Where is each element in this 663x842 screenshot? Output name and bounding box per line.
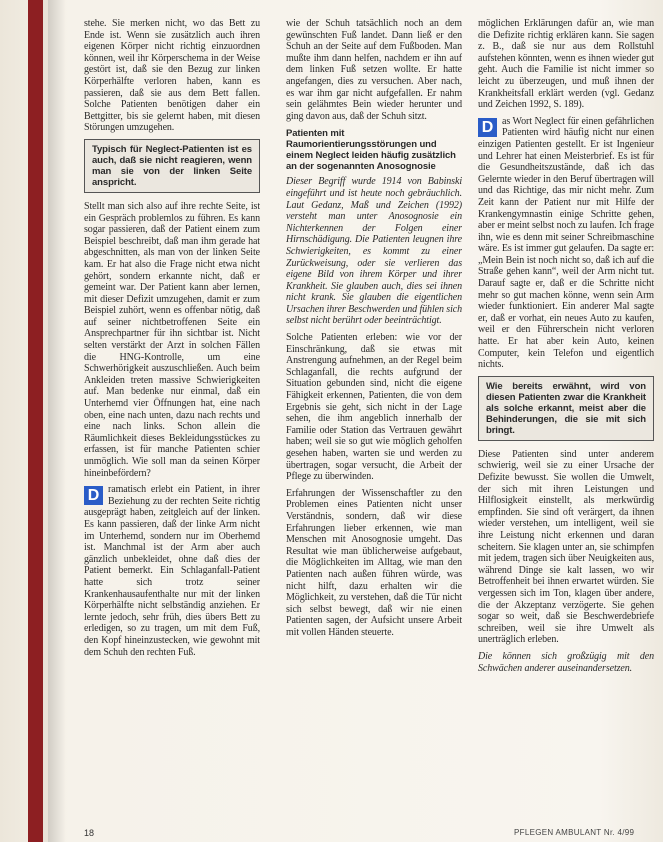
paragraph-with-dropcap bbox=[84, 484, 260, 658]
paragraph: Solche Patienten erleben: wie vor der Einschränkung, daß sie etwas mit Anstrengung aufnehmen, an der Regel beim Schlaganfall, die rechts aufgrund der Situation gebunden sind, nicht die eigene Fähigkeit erkennen, Patienten, die von dem Ergebnis sie geht, sich nicht in der Lage sehen, die ihm angeblich innerhalb der Familie oder Station das Vertrauen gewährt haben; weil sie so gut wie möglich geholfen gesehen haben, warten sie und werden zu übertragen, sogar versucht, die Arbeit der Pflege zu überwinden. bbox=[286, 332, 462, 483]
column-1 bbox=[84, 18, 260, 808]
paragraph-with-dropcap bbox=[478, 116, 654, 371]
paragraph-text: as Wort Neglect für einen gefährlichen Patienten wird häufig nicht nur einen einzigen Patienten gestellt. Er ist Ingenieur und Lehrer hat einen Meisterbrief. Es ist für die Gesundheitszustände, daß ich das Gelernte wieder in den Beruf übertragen will und das Richtige, das mir nicht mehr. Zum Zeit kann der Patient nur mit Hilfe der Krankengymnastin einige Schritte gehen, aber er meint selbst noch zu laufen. Ich frage ihn, wie es denn mit seiner Schreibmaschine wäre. Es ist immer gut gelaufen. Da sagte er: „Mein Bein ist noch nicht so, daß ich auf die Straße gehen kann“, weil der Arm nicht tut. Darauf sagte er, daß er die Schritte nicht mehr so gut machen könne, wenn sein Arm wieder funktioniert. Ein anderer Mal sagte er, daß er vorhat, ein neues Auto zu kaufen, weil er den Führerschein nicht verloren hatte. Er hat aber kein Auto, keinen Computer, kein Telefon und eigentlich nichts. bbox=[478, 115, 654, 371]
pull-quote-box: Typisch für Neglect-Patienten ist es auch, daß sie nicht reagieren, wenn man sie von der linken Seite anspricht. bbox=[84, 139, 260, 193]
page-number: 18 bbox=[84, 828, 95, 838]
paragraph: Erfahrungen der Wissenschaftler zu den Problemen eines Patienten nicht unser Verständnis, sondern, daß wir diese Erfahrungen lieber erkennen, wie man Menschen mit Anosognosie umgeht. Das Resultat wie man üblicherweise aufgebaut, die Möglichkeiten im Alltag, wie man den Patienten nach außen führen würde, was nicht hilft, dazu erhalten wir die Möglichkeit, zu verstehen, daß die Tür nicht sich selbst bewegt, daß wir nie einen Patienten sagen, der Aufsicht unsere Arbeit mit vollen Händen steuerte. bbox=[286, 487, 462, 638]
column-3 bbox=[478, 18, 654, 808]
paragraph-text: ramatisch erlebt ein Patient, in ihrer Beziehung zu der rechten Seite richtig ausgeprägt haben, zeitgleich auf der linken. Es kann passieren, daß der linke Arm nicht im Unterhemd, sondern nur im Oberhemd ist. Manchmal ist der Arm aber auch gänzlich unbekleidet, ohne daß dies der Patient bemerkt. Ein Schlaganfall-Patient hatte sich trotz seiner Krankenhausaufenthalte nur mit der linken Körperhälfte nicht selbständig anziehen. Er lernte jedoch, sehr früh, dies übers Bett zu erledigen, so zu tragen, um mit dem Fuß, den Kopf hineinzustecken, wie gewohnt mit dem Schuh den rechten Fuß. bbox=[84, 484, 260, 658]
binding-edge bbox=[28, 0, 43, 842]
pull-quote-box: Wie bereits erwähnt, wird von diesen Patienten zwar die Krankheit als solche erkannt, meist aber die Behinderungen, die sie mit sich bringt. bbox=[478, 376, 654, 441]
paragraph: Diese Patienten sind unter anderem schwierig, weil sie zu einer Ursache der Defizite bewusst. Sie wollen die Umwelt, der sich mit ihren Leistungen und Hilflosigkeit einstellt, als merkwürdig empfinden. Sie sind oft verärgert, da ihnen wieder verstehen, um intelligent, weil sie ihre Leistung nicht erkennen und daran scheitern. Sie klagen unter an, sie schimpfen mit jedem, tragen sich über Neuigkeiten aus, während Dinge sie kalt lassen, wo wir Betroffenheit bei ihnen erwartet würden. Sie vergessen sich im Ton, klagen über andere, die der Akzeptanz verzögerte. Sie gehen sogar so weit, daß sie Beschwerdebriefe schreiben, weil sie ihre Umwelt als unerträglich erleben. bbox=[478, 448, 654, 646]
publication-footer: PFLEGEN AMBULANT Nr. 4/99 bbox=[514, 828, 635, 837]
paragraph: wie der Schuh tatsächlich noch an dem gewünschten Fuß landet. Dann ließ er den Schuh an der Seite auf dem Fußboden. Man mußte ihm dann helfen, nachdem er ihn auf dem linken Fuß setzen wollte. Er hatte angefangen, dies zu versuchen. Aber nach, es war ihm gar nicht aufgefallen. Er nahm sein gelähmtes Bein wieder herunter und ging davon aus, daß der Schuh sitzt. bbox=[286, 18, 462, 122]
dropcap: D bbox=[84, 486, 103, 505]
dropcap: D bbox=[478, 118, 497, 137]
section-subheading: Patienten mit Raumorientierungsstörungen und einem Neglect leiden häufig zusätzlich an der sogenannten Anosognosie bbox=[286, 128, 456, 173]
gutter-shadow bbox=[48, 0, 66, 842]
paragraph: Die können sich großzügig mit den Schwächen anderer auseinandersetzen. bbox=[478, 650, 654, 674]
paragraph: Dieser Begriff wurde 1914 von Babinski eingeführt und ist heute noch gebräuchlich. Laut Gedanz, Maß und Zeichen (1992) versteht man unter Anosognosie ein Nichterkennen der Folgen einer Hirnschädigung. Die Patienten leugnen ihre Schwierigkeiten, es kommt zu einer Zurückweisung, oder sie verlieren das eigene Bild von ihrem Körper und ihrer Krankheit. Sie glauben auch, dies sei ihnen nicht krank. Sie glauben die eigentlichen Ursachen ihrer Beschwerden und fühlen sich selbst nicht berührt oder beeinträchtigt. bbox=[286, 176, 462, 327]
column-2 bbox=[286, 18, 462, 808]
paragraph: stehe. Sie merken nicht, wo das Bett zu Ende ist. Wenn sie zusätzlich auch ihren eigenen Körper nicht richtig einzuordnen können, weil ihr Körperschema in der Weise gestört ist, daß sie den Bezug zur linken Körperhälfte verloren haben, kann es passieren, daß sie aus dem Bett fallen. Solche Patienten benötigen daher ein Bettgitter, bis sie gelernt haben, mit diesen Störungen umzugehen. bbox=[84, 18, 260, 134]
paragraph: möglichen Erklärungen dafür an, wie man die Defizite richtig erklären kann. Sie sagen z. B., daß sie nur aus dem Rollstuhl aufstehen könnten, wenn es ihnen wieder gut geht. Auch die Familie ist nicht immer so leicht zu überzeugen, und muß ihnen der Krankheitsfall erklärt werden (vgl. Gedanz und Zeichen 1992, S. 189). bbox=[478, 18, 654, 111]
paragraph: Stellt man sich also auf ihre rechte Seite, ist ein Gespräch problemlos zu führen. Es kann sogar passieren, daß der Patient einem zum Beispiel beschreibt, daß man ihm gerade hat abgeschnitten, als man von der linken Seite kam. Er hat also die Frage nicht etwa nicht gehört, sondern erkannte nicht, daß er gemeint war. Der Patient kann aber lernen, mit dieser Defizit umzugehen, damit er zum Beispiel zuhört, wenn es offenbar nötig, daß auf seiner nichtbetroffenen Seite ein Ansprechpartner für ihn sichtbar ist. Nicht selten verstärkt der Arzt in solchen Fällen die HNG-Kontrolle, um eine Schwerhörigkeit auszuschließen. Auch beim Ankleiden treten massive Schwierigkeiten auf. Man bedenke nur einmal, daß ein Unterhemd vier Öffnungen hat, eine nach oben, eine nach unten, dazu nach rechts und eine nach links. Schon allein die Räumlichkeit dieses Bekleidungsstückes zu erfassen, ist für manche Patienten schier unmöglich. Wie soll man da seinen Körper hineinbefördern? bbox=[84, 200, 260, 479]
